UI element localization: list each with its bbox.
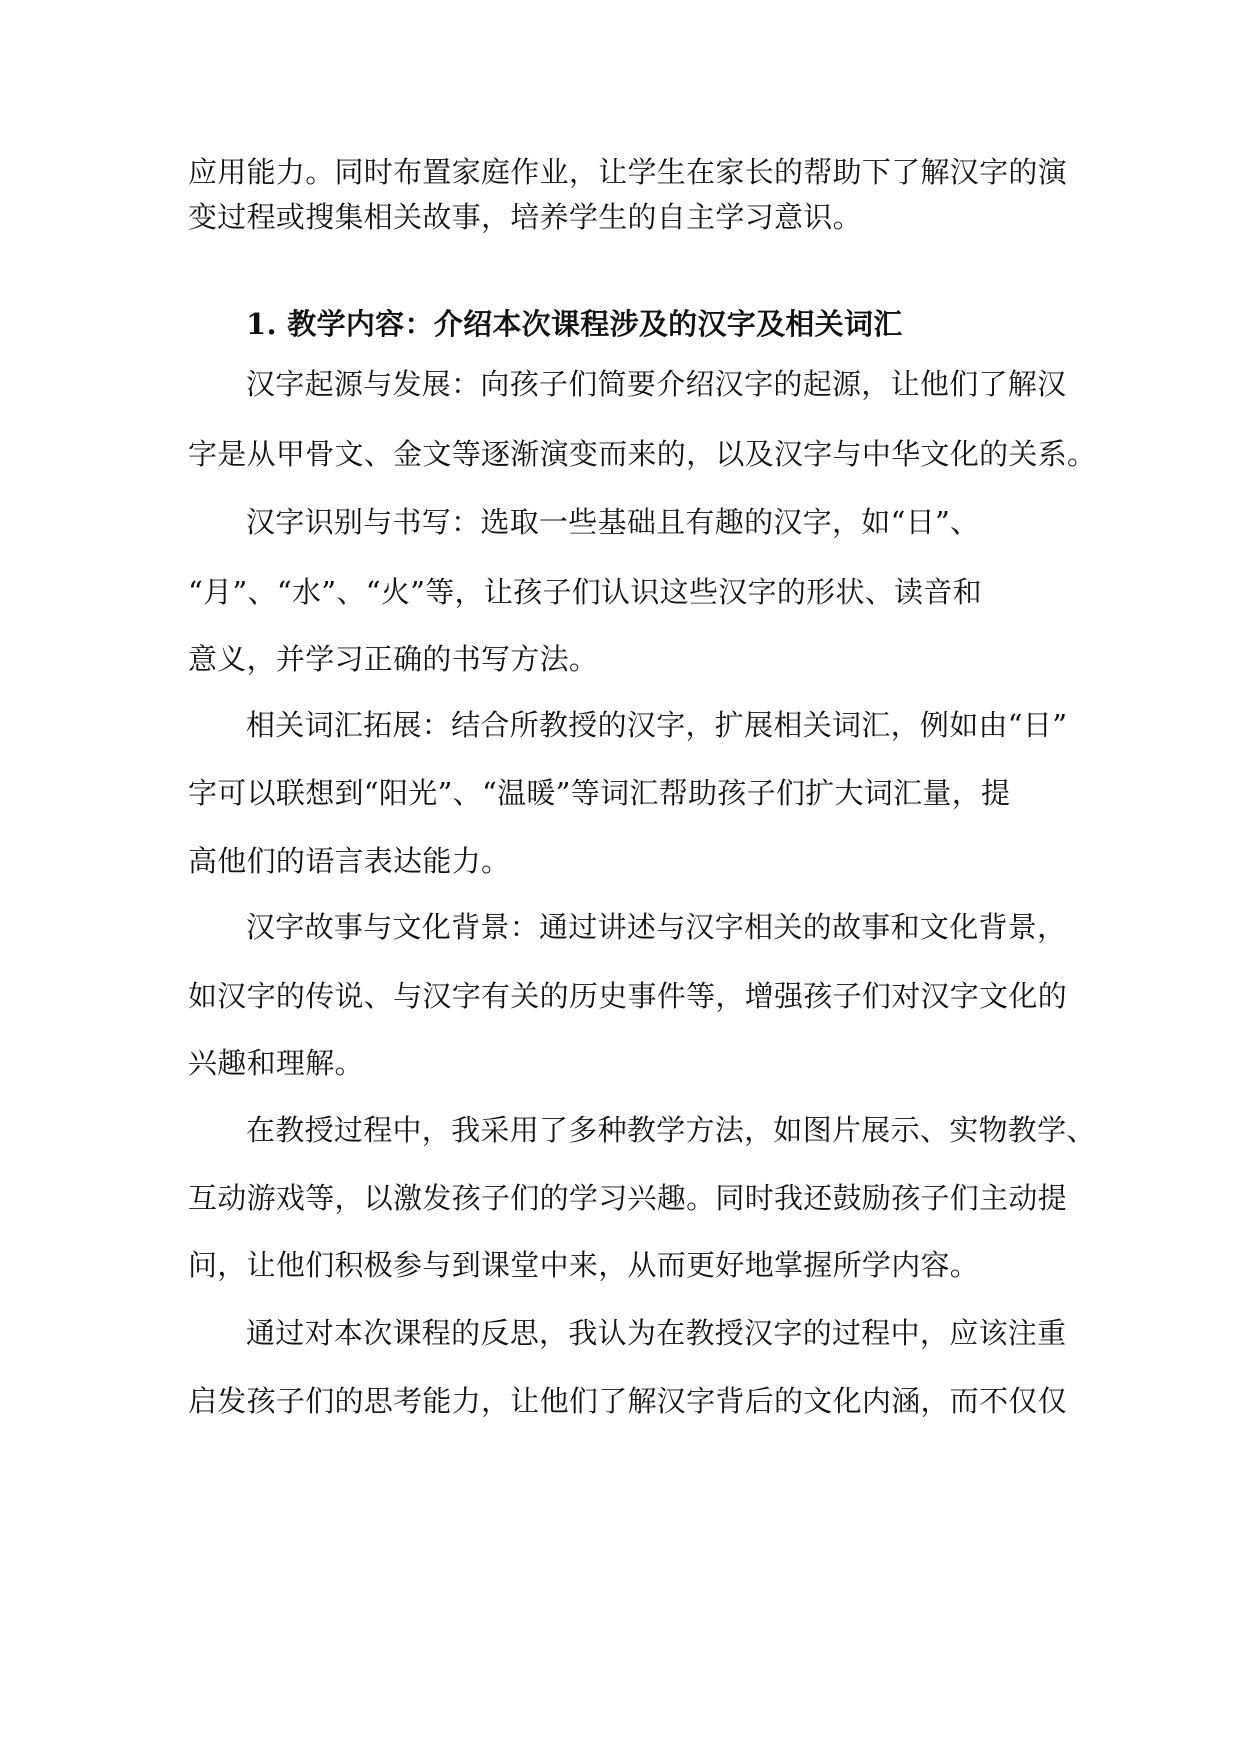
paragraph-line: 变过程或搜集相关故事，培养学生的自主学习意识。: [188, 200, 862, 234]
paragraph-line: 兴趣和理解。: [188, 1046, 364, 1080]
paragraph-line: 字可以联想到“阳光”、“温暖”等词汇帮助孩子们扩大词汇量，提: [188, 776, 1011, 810]
paragraph-line: 汉字识别与书写：选取一些基础且有趣的汉字，如“日”、: [246, 505, 980, 539]
paragraph-line: 相关词汇拓展：结合所教授的汉字，扩展相关词汇，例如由“日”: [246, 708, 1068, 742]
paragraph-line: 高他们的语言表达能力。: [188, 844, 511, 878]
section-heading: 1. 教学内容：介绍本次课程涉及的汉字及相关词汇: [246, 307, 903, 341]
paragraph-line: “月”、“水”、“火”等，让孩子们认识这些汉字的形状、读音和: [188, 575, 982, 609]
paragraph-line: 通过对本次课程的反思，我认为在教授汉字的过程中，应该注重: [246, 1316, 1067, 1350]
paragraph-line: 启发孩子们的思考能力，让他们了解汉字背后的文化内涵，而不仅仅: [188, 1384, 1068, 1418]
paragraph-line: 汉字起源与发展：向孩子们简要介绍汉字的起源，让他们了解汉: [246, 367, 1067, 401]
paragraph-line: 在教授过程中，我采用了多种教学方法，如图片展示、实物教学、: [246, 1113, 1096, 1147]
paragraph-line: 如汉字的传说、与汉字有关的历史事件等，增强孩子们对汉字文化的: [188, 979, 1068, 1013]
paragraph-line: 字是从甲骨文、金文等逐渐演变而来的，以及汉字与中华文化的关系。: [188, 437, 1097, 471]
paragraph-line: 应用能力。同时布置家庭作业，让学生在家长的帮助下了解汉字的演: [188, 155, 1068, 189]
paragraph-line: 汉字故事与文化背景：通过讲述与汉字相关的故事和文化背景，: [246, 910, 1067, 944]
paragraph-line: 意义，并学习正确的书写方法。: [188, 642, 599, 676]
paragraph-line: 互动游戏等，以激发孩子们的学习兴趣。同时我还鼓励孩子们主动提: [188, 1181, 1068, 1215]
paragraph-line: 问，让他们积极参与到课堂中来，从而更好地掌握所学内容。: [188, 1248, 980, 1282]
